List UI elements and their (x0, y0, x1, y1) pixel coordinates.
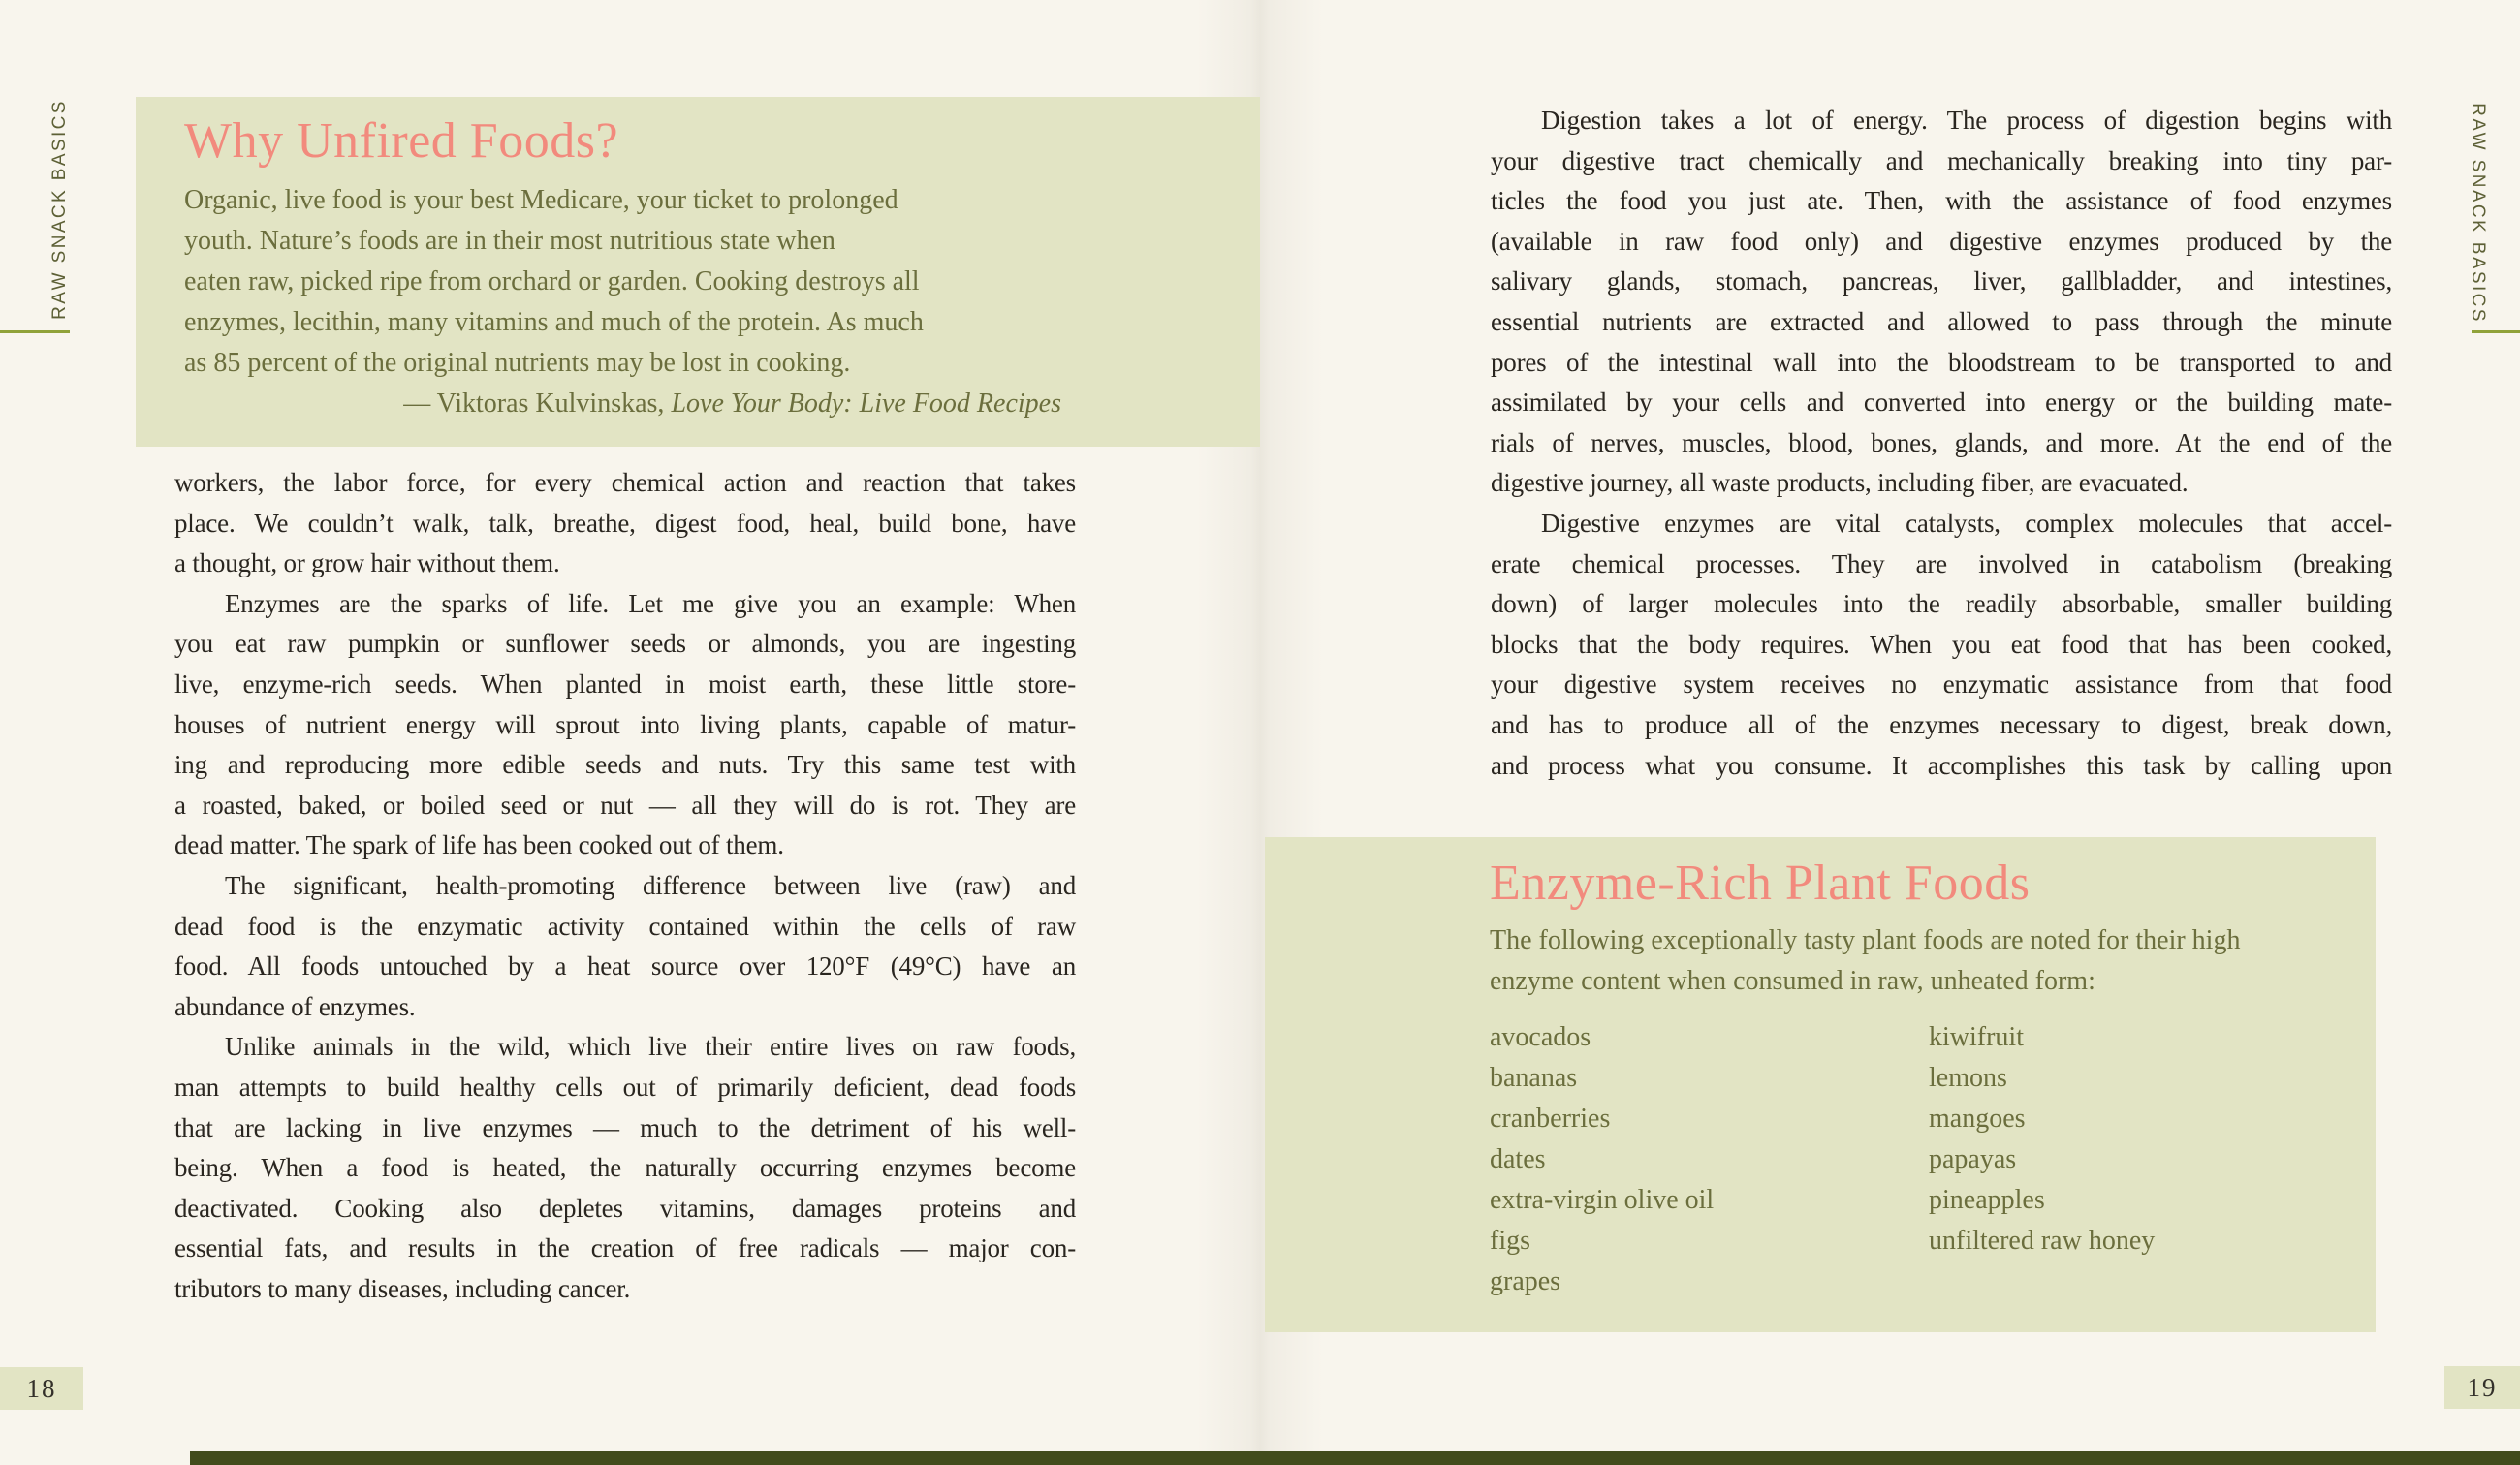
body-line: a roasted, baked, or boiled seed or nut — all they will do is rot. They are (174, 790, 1076, 820)
intro-line: The following exceptionally tasty plant foods are noted for their high (1490, 925, 2241, 955)
body-paragraph (174, 584, 1076, 866)
right-margin-rule (2472, 330, 2520, 333)
body-line: rials of nerves, muscles, blood, bones, glands, and more. At the end of the (1491, 427, 2392, 457)
attribution-author: — Viktoras Kulvinskas, (403, 389, 672, 419)
body-line: Unlike animals in the wild, which live their entire lives on raw foods, (225, 1032, 1076, 1062)
food-item: bananas (1490, 1063, 1578, 1093)
quote-line: youth. Nature’s foods are in their most nutritious state when (184, 226, 835, 256)
food-item: avocados (1490, 1022, 1591, 1052)
body-line: down) of larger molecules into the readily absorbable, smaller building (1491, 589, 2392, 619)
body-line: (available in raw food only) and digestive enzymes produced by the (1491, 226, 2392, 256)
body-line: ing and reproducing more edible seeds and nuts. Try this same test with (174, 750, 1076, 780)
page-number-tab-right (2444, 1366, 2520, 1409)
body-line: ticles the food you just ate. Then, with the assistance of food enzymes (1491, 186, 2392, 216)
quote-line: Organic, live food is your best Medicare, your ticket to prolonged (184, 185, 898, 215)
body-line: Digestion takes a lot of energy. The process of digestion begins with (1541, 106, 2392, 135)
body-line: essential nutrients are extracted and allowed to pass through the minute (1491, 306, 2392, 336)
body-line: The significant, health-promoting difference between live (raw) and (225, 870, 1076, 900)
body-line: a thought, or grow hair without them. (174, 548, 560, 578)
page-number-tab-left (0, 1367, 83, 1410)
page-number: 18 (26, 1373, 57, 1403)
left-margin-rule (0, 330, 70, 333)
page-number: 19 (2467, 1372, 2498, 1402)
body-line: place. We couldn’t walk, talk, breathe, digest food, heal, build bone, have (174, 508, 1076, 538)
quote-text (184, 180, 1086, 384)
body-line: dead food is the enzymatic activity contained within the cells of raw (174, 911, 1076, 941)
food-column-1 (1490, 1017, 1929, 1302)
body-paragraph (1491, 504, 2392, 786)
food-list (1490, 1017, 2368, 1302)
body-line: essential fats, and results in the creation of free radicals — major con- (174, 1233, 1076, 1263)
enzyme-foods-intro (1490, 920, 2374, 1002)
body-line: erate chemical processes. They are involved in catabolism (breaking (1491, 548, 2392, 578)
quote-box (136, 97, 1260, 447)
body-paragraph (174, 1027, 1076, 1309)
body-line: and process what you consume. It accomplishes this task by calling upon (1491, 750, 2392, 780)
food-item: papayas (1929, 1144, 2017, 1174)
body-paragraph (174, 463, 1076, 584)
food-item: pineapples (1929, 1185, 2045, 1215)
body-paragraph (1491, 101, 2392, 504)
left-page-body-text (174, 463, 1076, 1309)
footer-bar (190, 1451, 2520, 1465)
left-margin-chapter-label: RAW SNACK BASICS (49, 99, 70, 320)
body-line: live, enzyme-rich seeds. When planted in moist earth, these little store- (174, 669, 1076, 699)
body-line: and has to produce all of the enzymes necessary to digest, break down, (1491, 709, 2392, 739)
quote-attribution (184, 384, 1061, 424)
food-item: unfiltered raw honey (1929, 1226, 2156, 1256)
enzyme-foods-title: Enzyme-Rich Plant Foods (1490, 856, 2031, 911)
enzyme-foods-box (1265, 837, 2376, 1332)
body-line: abundance of enzymes. (174, 991, 416, 1021)
body-line: Enzymes are the sparks of life. Let me give you an example: When (225, 588, 1076, 618)
food-item: extra-virgin olive oil (1490, 1185, 1715, 1215)
body-line: digestive journey, all waste products, including fiber, are evacuated. (1491, 468, 2189, 498)
right-page-body-text (1491, 101, 2392, 786)
body-line: assimilated by your cells and converted into energy or the building mate- (1491, 388, 2392, 418)
food-item: kiwifruit (1929, 1022, 2024, 1052)
food-item: cranberries (1490, 1104, 1611, 1134)
food-item: dates (1490, 1144, 1546, 1174)
body-line: dead matter. The spark of life has been cooked out of them. (174, 830, 784, 860)
body-line: houses of nutrient energy will sprout into living plants, capable of matur- (174, 709, 1076, 739)
body-paragraph (174, 866, 1076, 1027)
food-item: figs (1490, 1226, 1530, 1256)
food-column-2 (1929, 1017, 2368, 1302)
body-line: salivary glands, stomach, pancreas, liver, gallbladder, and intestines, (1491, 266, 2392, 296)
quote-line: enzymes, lecithin, many vitamins and much of the protein. As much (184, 307, 924, 337)
body-line: deactivated. Cooking also depletes vitamins, damages proteins and (174, 1193, 1076, 1223)
body-line: man attempts to build healthy cells out of primarily deficient, dead foods (174, 1072, 1076, 1102)
body-line: tributors to many diseases, including cancer. (174, 1273, 631, 1303)
body-line: workers, the labor force, for every chemical action and reaction that takes (174, 468, 1076, 497)
body-line: your digestive tract chemically and mechanically breaking into tiny par- (1491, 145, 2392, 175)
quote-line: as 85 percent of the original nutrients may be lost in cooking. (184, 348, 851, 378)
body-line: you eat raw pumpkin or sunflower seeds or almonds, you are ingesting (174, 629, 1076, 659)
food-item: lemons (1929, 1063, 2007, 1093)
body-line: your digestive system receives no enzymatic assistance from that food (1491, 670, 2392, 700)
food-item: grapes (1490, 1266, 1561, 1296)
body-line: Digestive enzymes are vital catalysts, complex molecules that accel- (1541, 508, 2392, 538)
body-line: food. All foods untouched by a heat source over 120°F (49°C) have an (174, 951, 1076, 982)
quote-line: eaten raw, picked ripe from orchard or garden. Cooking destroys all (184, 266, 920, 296)
intro-line: enzyme content when consumed in raw, unheated form: (1490, 966, 2095, 996)
body-line: being. When a food is heated, the naturally occurring enzymes become (174, 1153, 1076, 1183)
right-margin-chapter-label: RAW SNACK BASICS (2468, 103, 2488, 324)
quote-box-title: Why Unfired Foods? (184, 113, 619, 169)
body-line: blocks that the body requires. When you eat food that has been cooked, (1491, 629, 2392, 659)
attribution-work-title: Love Your Body: Live Food Recipes (671, 389, 1061, 419)
body-line: that are lacking in live enzymes — much to the detriment of his well- (174, 1112, 1076, 1142)
food-item: mangoes (1929, 1104, 2026, 1134)
body-line: pores of the intestinal wall into the bloodstream to be transported to and (1491, 347, 2392, 377)
